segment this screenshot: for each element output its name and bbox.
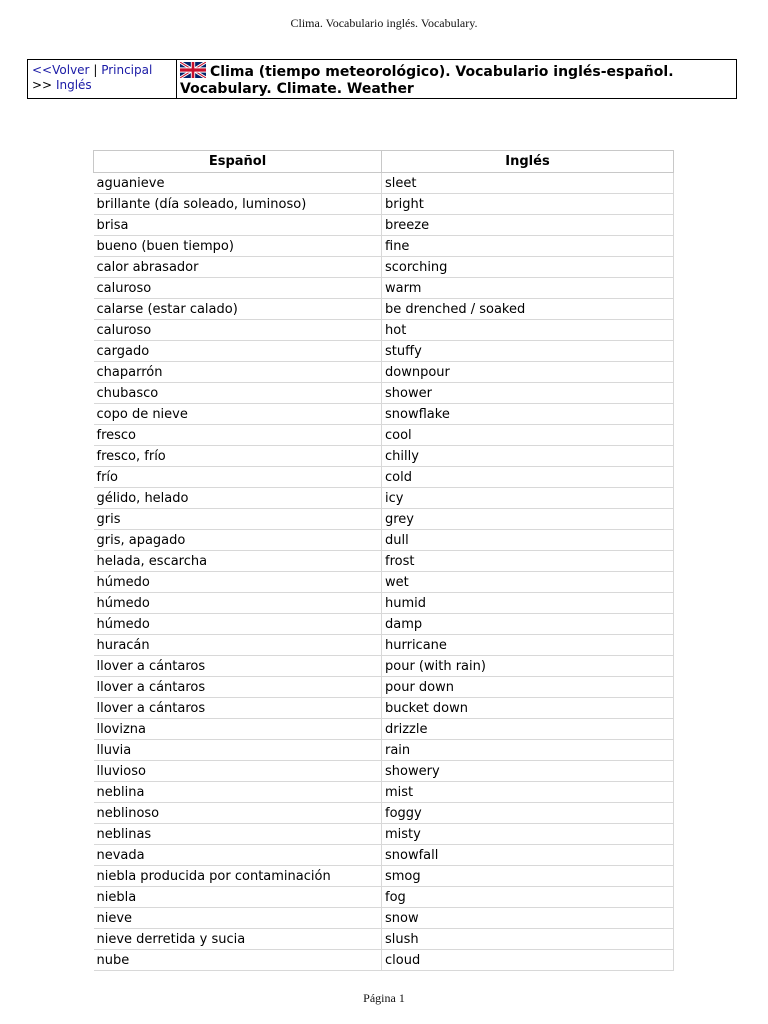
english-term: frost: [382, 551, 674, 572]
english-term: fog: [382, 887, 674, 908]
english-term: wet: [382, 572, 674, 593]
spanish-term: copo de nieve: [94, 404, 382, 425]
spanish-term: niebla: [94, 887, 382, 908]
column-header-spanish: Español: [94, 151, 382, 173]
english-term: chilly: [382, 446, 674, 467]
table-row: [94, 509, 674, 530]
english-term: downpour: [382, 362, 674, 383]
table-row: [94, 194, 674, 215]
english-term: sleet: [382, 173, 674, 194]
nav-prefix: >>: [32, 78, 53, 92]
uk-flag-icon: [180, 62, 206, 78]
spanish-term: llover a cántaros: [94, 677, 382, 698]
spanish-term: llovizna: [94, 719, 382, 740]
spanish-term: neblinas: [94, 824, 382, 845]
english-term: snowflake: [382, 404, 674, 425]
table-row: [94, 929, 674, 950]
table-row: [94, 908, 674, 929]
english-term: hurricane: [382, 635, 674, 656]
spanish-term: caluroso: [94, 278, 382, 299]
english-term: cold: [382, 467, 674, 488]
english-term: shower: [382, 383, 674, 404]
spanish-term: llover a cántaros: [94, 656, 382, 677]
page-footer: Página 1: [363, 991, 405, 1005]
english-term: drizzle: [382, 719, 674, 740]
table-body: [94, 173, 674, 971]
english-term: cloud: [382, 950, 674, 971]
spanish-term: chubasco: [94, 383, 382, 404]
spanish-term: huracán: [94, 635, 382, 656]
page-title: Clima (tiempo meteorológico). Vocabulario inglés-español. Vocabulary. Climate. Weather: [180, 64, 674, 97]
table-row: [94, 404, 674, 425]
back-link[interactable]: <<Volver: [32, 63, 90, 77]
table-row: [94, 530, 674, 551]
spanish-term: fresco, frío: [94, 446, 382, 467]
table-row: [94, 761, 674, 782]
english-term: damp: [382, 614, 674, 635]
english-term: be drenched / soaked: [382, 299, 674, 320]
english-term: scorching: [382, 257, 674, 278]
spanish-term: nube: [94, 950, 382, 971]
nav-separator: |: [93, 63, 98, 77]
table-row: [94, 656, 674, 677]
table-row: [94, 803, 674, 824]
table-row: [94, 383, 674, 404]
table-row: [94, 635, 674, 656]
table-row: [94, 446, 674, 467]
english-term: smog: [382, 866, 674, 887]
column-header-english: Inglés: [382, 151, 674, 173]
spanish-term: gris, apagado: [94, 530, 382, 551]
english-term: icy: [382, 488, 674, 509]
english-term: rain: [382, 740, 674, 761]
table-row: [94, 320, 674, 341]
spanish-term: lluvia: [94, 740, 382, 761]
spanish-term: chaparrón: [94, 362, 382, 383]
table-row: [94, 236, 674, 257]
table-row: [94, 698, 674, 719]
english-term: cool: [382, 425, 674, 446]
table-row: [94, 719, 674, 740]
table-row: [94, 173, 674, 194]
spanish-term: nevada: [94, 845, 382, 866]
spanish-term: neblina: [94, 782, 382, 803]
table-row: [94, 551, 674, 572]
english-term: mist: [382, 782, 674, 803]
table-row: [94, 488, 674, 509]
navigation-box: [27, 59, 737, 99]
table-row: [94, 299, 674, 320]
page-title-cell: [177, 60, 736, 98]
page-header: Clima. Vocabulario inglés. Vocabulary.: [290, 16, 478, 30]
spanish-term: frío: [94, 467, 382, 488]
english-term: fine: [382, 236, 674, 257]
english-term: misty: [382, 824, 674, 845]
english-term: humid: [382, 593, 674, 614]
spanish-term: brillante (día soleado, luminoso): [94, 194, 382, 215]
english-term: pour (with rain): [382, 656, 674, 677]
vocabulary-table: [93, 150, 674, 971]
spanish-term: llover a cántaros: [94, 698, 382, 719]
english-term: foggy: [382, 803, 674, 824]
spanish-term: cargado: [94, 341, 382, 362]
table-row: [94, 593, 674, 614]
spanish-term: lluvioso: [94, 761, 382, 782]
english-term: snow: [382, 908, 674, 929]
spanish-term: aguanieve: [94, 173, 382, 194]
spanish-term: gélido, helado: [94, 488, 382, 509]
english-term: warm: [382, 278, 674, 299]
table-row: [94, 950, 674, 971]
spanish-term: niebla producida por contaminación: [94, 866, 382, 887]
table-row: [94, 215, 674, 236]
spanish-term: húmedo: [94, 614, 382, 635]
spanish-term: calarse (estar calado): [94, 299, 382, 320]
spanish-term: nieve derretida y sucia: [94, 929, 382, 950]
english-term: breeze: [382, 215, 674, 236]
table-header-row: [94, 151, 674, 173]
english-term: stuffy: [382, 341, 674, 362]
table-row: [94, 467, 674, 488]
table-row: [94, 782, 674, 803]
table-row: [94, 425, 674, 446]
table-row: [94, 845, 674, 866]
table-row: [94, 362, 674, 383]
spanish-term: bueno (buen tiempo): [94, 236, 382, 257]
spanish-term: fresco: [94, 425, 382, 446]
spanish-term: caluroso: [94, 320, 382, 341]
english-term: pour down: [382, 677, 674, 698]
table-row: [94, 677, 674, 698]
spanish-term: gris: [94, 509, 382, 530]
nav-links: [28, 60, 177, 98]
table-row: [94, 278, 674, 299]
spanish-term: nieve: [94, 908, 382, 929]
english-term: hot: [382, 320, 674, 341]
section-link[interactable]: Inglés: [55, 78, 92, 92]
table-row: [94, 824, 674, 845]
spanish-term: húmedo: [94, 572, 382, 593]
english-term: bright: [382, 194, 674, 215]
spanish-term: neblinoso: [94, 803, 382, 824]
english-term: bucket down: [382, 698, 674, 719]
table-row: [94, 257, 674, 278]
spanish-term: húmedo: [94, 593, 382, 614]
english-term: grey: [382, 509, 674, 530]
table-row: [94, 341, 674, 362]
spanish-term: calor abrasador: [94, 257, 382, 278]
table-row: [94, 740, 674, 761]
table-row: [94, 866, 674, 887]
english-term: snowfall: [382, 845, 674, 866]
spanish-term: helada, escarcha: [94, 551, 382, 572]
table-row: [94, 572, 674, 593]
home-link[interactable]: Principal: [101, 63, 153, 77]
english-term: slush: [382, 929, 674, 950]
spanish-term: brisa: [94, 215, 382, 236]
english-term: dull: [382, 530, 674, 551]
table-row: [94, 887, 674, 908]
english-term: showery: [382, 761, 674, 782]
table-row: [94, 614, 674, 635]
